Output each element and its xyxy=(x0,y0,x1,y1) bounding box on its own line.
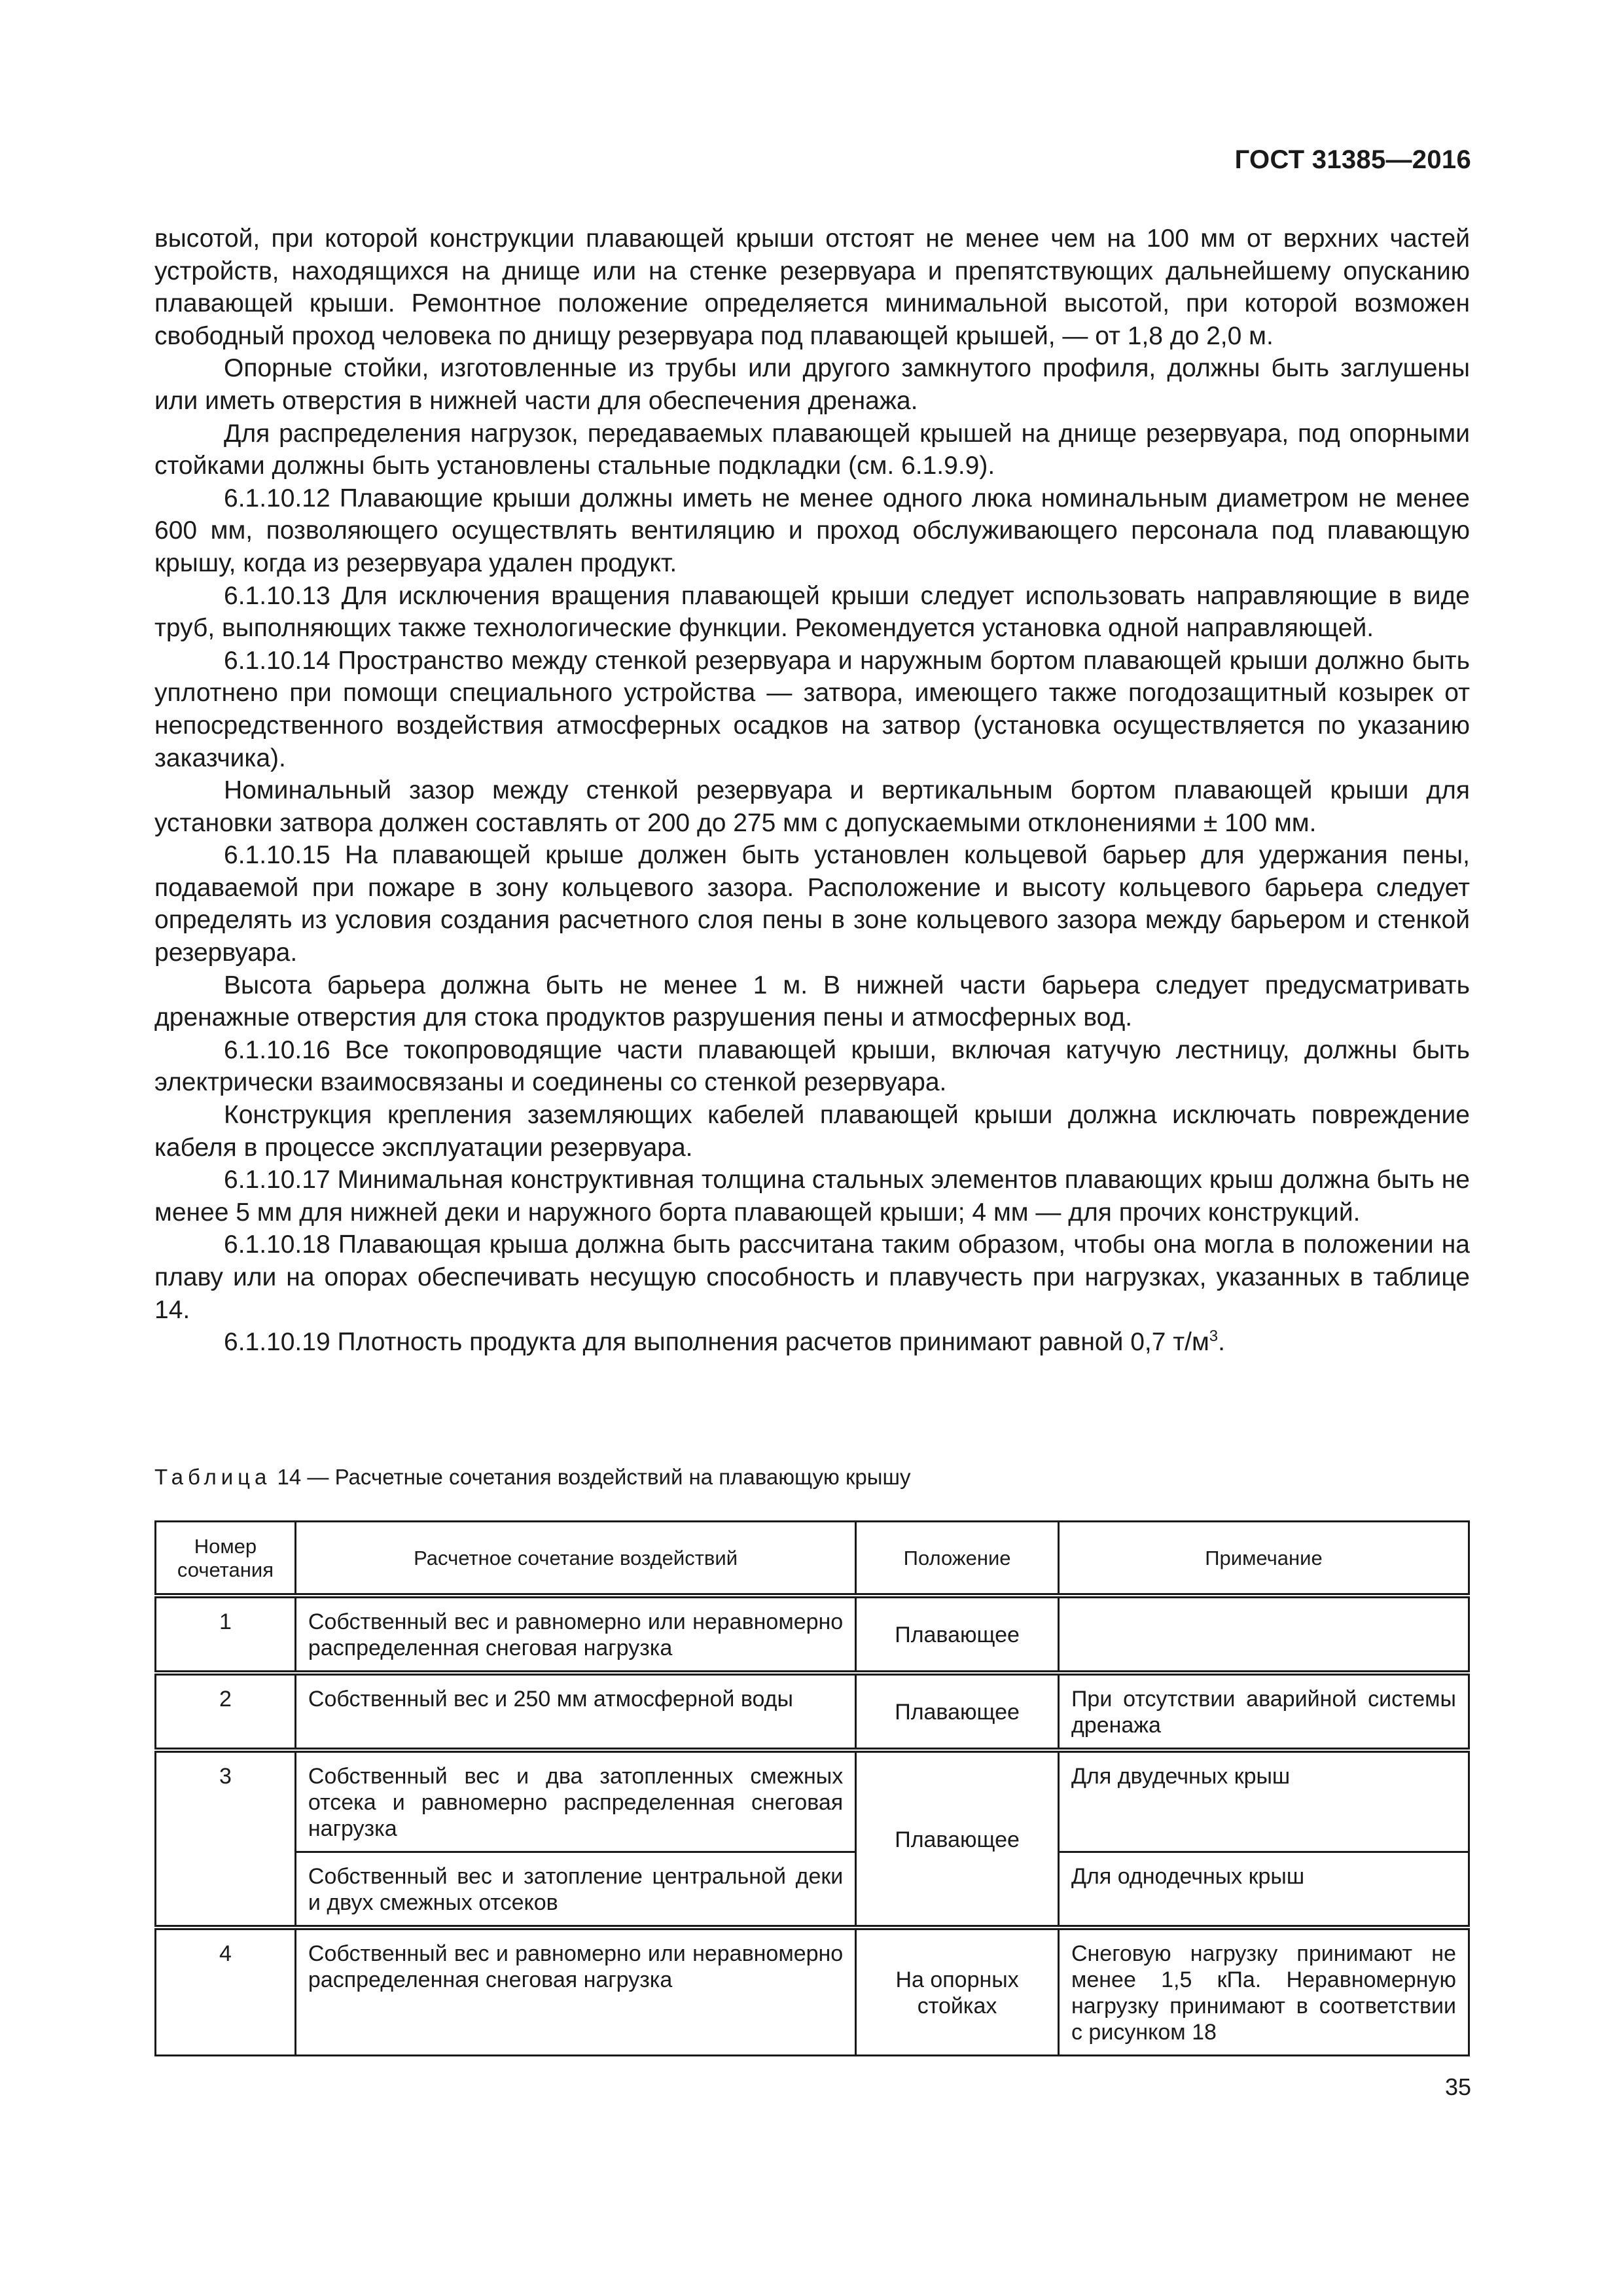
cell-position: Плавающее xyxy=(856,1750,1059,1928)
paragraph: 6.1.10.12 Плавающие крыши должны иметь не менее одного люка номинальным диаметром не менее 600 мм, позволяющего осуществлять вентиляцию и проход обслуживающего персонала под плавающую крышу, когда из резервуара удален продукт. xyxy=(154,484,1470,577)
cell-combination: Собственный вес и затопление центральной деки и двух смежных отсеков xyxy=(295,1852,855,1928)
load-combinations-table xyxy=(154,1520,1470,2056)
paragraph: 6.1.10.14 Пространство между стенкой резервуара и наружным бортом плавающей крыши должно быть уплотнено при помощи специального устройства — затвора, имеющего также погодозащитный козырек от непосредственного воздействия атмосферных осадков на затвор (установка осуществляется по указанию заказчика). xyxy=(154,646,1470,772)
cell-number: 1 xyxy=(156,1596,296,1673)
table-row xyxy=(156,1928,1469,2056)
paragraph: Номинальный зазор между стенкой резервуара и вертикальным бортом плавающей крыши для установки затвора должен составлять от 200 до 275 мм с допускаемыми отклонениями ± 100 мм. xyxy=(154,776,1470,837)
paragraph-density xyxy=(154,1326,1470,1359)
cell-number: 4 xyxy=(156,1928,296,2056)
page-number: 35 xyxy=(1444,2073,1471,2100)
cell-combination: Собственный вес и 250 мм атмосферной воды xyxy=(295,1673,855,1750)
table-caption xyxy=(154,1465,910,1490)
table-caption-word: Таблица xyxy=(154,1465,272,1489)
paragraph: Для распределения нагрузок, передаваемых плавающей крышей на днище резервуара, под опорными стойками должны быть установлены стальные подкладки (см. 6.1.9.9). xyxy=(154,419,1470,480)
table-row xyxy=(156,1673,1469,1750)
cell-combination: Собственный вес и два затопленных смежных отсека и равномерно распределенная снеговая нагрузка xyxy=(295,1750,855,1852)
paragraph: Конструкция крепления заземляющих кабелей плавающей крыши должна исключать повреждение кабеля в процессе эксплуатации резервуара. xyxy=(154,1101,1470,1162)
cell-position: Плавающее xyxy=(856,1596,1059,1673)
cell-position: На опорных стойках xyxy=(856,1928,1059,2056)
cell-combination: Собственный вес и равномерно или неравномерно распределенная снеговая нагрузка xyxy=(295,1928,855,2056)
cell-note: Для двудечных крыш xyxy=(1058,1750,1469,1852)
cell-note xyxy=(1058,1596,1469,1673)
cell-note: Снеговую нагрузку принимают не менее 1,5 кПа. Неравномерную нагрузку принимают в соответствии с рисунком 18 xyxy=(1058,1928,1469,2056)
paragraph: 6.1.10.18 Плавающая крыша должна быть рассчитана таким образом, чтобы она могла в положении на плаву или на опорах обеспечивать несущую способность и плавучесть при нагрузках, указанных в таблице 14. xyxy=(154,1230,1470,1324)
body-text xyxy=(154,223,1470,1359)
cell-note: При отсутствии аварийной системы дренажа xyxy=(1058,1673,1469,1750)
column-header: Положение xyxy=(856,1522,1059,1596)
paragraph: 6.1.10.17 Минимальная конструктивная толщина стальных элементов плавающих крыш должна быть не менее 5 мм для нижней деки и наружного борта плавающей крыши; 4 мм — для прочих конструкций. xyxy=(154,1166,1470,1227)
cell-note: Для однодечных крыш xyxy=(1058,1852,1469,1928)
paragraph: высотой, при которой конструкции плавающей крыши отстоят не менее чем на 100 мм от верхних частей устройств, находящихся на днище или на стенке резервуара и препятствующих дальнейшему опусканию плавающей крыши. Ремонтное положение определяется минимальной высотой, при которой возможен свободный проход человека по днищу резервуара под плавающей крышей, — от 1,8 до 2,0 м. xyxy=(154,224,1470,350)
table-caption-text: 14 — Расчетные сочетания воздействий на плавающую крышу xyxy=(271,1465,911,1489)
column-header: Примечание xyxy=(1058,1522,1469,1596)
superscript: 3 xyxy=(1209,1327,1219,1346)
table-header-row xyxy=(156,1522,1469,1596)
paragraph: 6.1.10.13 Для исключения вращения плавающей крыши следует использовать направляющие в виде труб, выполняющих также технологические функции. Рекомендуется установка одной направляющей. xyxy=(154,581,1470,643)
table-row xyxy=(156,1852,1469,1928)
table-row xyxy=(156,1596,1469,1673)
cell-position: Плавающее xyxy=(856,1673,1059,1750)
table-row xyxy=(156,1750,1469,1852)
paragraph: Высота барьера должна быть не менее 1 м. В нижней части барьера следует предусматривать дренажные отверстия для стока продуктов разрушения пены и атмосферных вод. xyxy=(154,971,1470,1032)
paragraph: Опорные стойки, изготовленные из трубы или другого замкнутого профиля, должны быть заглушены или иметь отверстия в нижней части для обеспечения дренажа. xyxy=(154,354,1470,415)
paragraph-end: . xyxy=(1218,1328,1225,1357)
paragraph: 6.1.10.15 На плавающей крыше должен быть установлен кольцевой барьер для удержания пены, подаваемой при пожаре в зону кольцевого зазора. Расположение и высоту кольцевого барьера следует определять из условия создания расчетного слоя пены в зоне кольцевого зазора между барьером и стенкой резервуара. xyxy=(154,841,1470,967)
cell-number: 2 xyxy=(156,1673,296,1750)
document-code: ГОСТ 31385—2016 xyxy=(1234,145,1471,174)
cell-number: 3 xyxy=(156,1750,296,1928)
paragraph: 6.1.10.16 Все токопроводящие части плавающей крыши, включая катучую лестницу, должны быть электрически взаимосвязаны и соединены со стенкой резервуара. xyxy=(154,1035,1470,1097)
column-header: Расчетное сочетание воздействий xyxy=(295,1522,855,1596)
cell-combination: Собственный вес и равномерно или неравномерно распределенная снеговая нагрузка xyxy=(295,1596,855,1673)
column-header: Номер сочетания xyxy=(156,1522,296,1596)
paragraph-text: 6.1.10.19 Плотность продукта для выполнения расчетов принимают равной 0,7 т/м xyxy=(224,1328,1209,1357)
